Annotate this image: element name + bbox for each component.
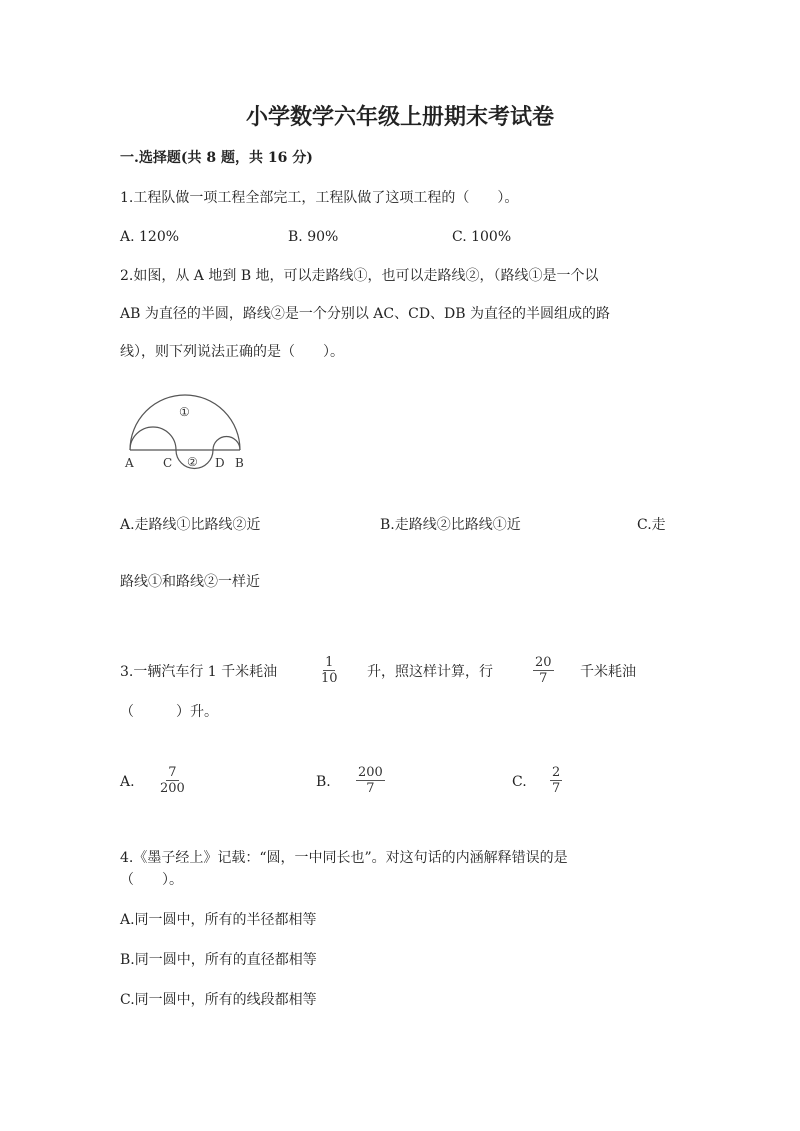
label-route-1: ①: [179, 405, 190, 419]
q2-option-a: A.走路线①比路线②近: [120, 517, 261, 533]
question-2-line2: AB 为直径的半圆，路线②是一个分别以 AC、CD、DB 为直径的半圆组成的路: [120, 306, 611, 322]
fraction-20-7: [533, 655, 554, 686]
label-c: C: [163, 456, 173, 470]
denominator: 10: [321, 671, 338, 686]
denominator: 200: [160, 781, 185, 796]
numerator: 7: [168, 765, 177, 780]
q3-option-a-label: A.: [120, 774, 135, 790]
question-3-part1: 3.一辆汽车行 1 千米耗油: [120, 664, 278, 680]
question-3-line2: （ ）升。: [120, 704, 218, 720]
numerator: 1: [325, 655, 334, 670]
label-a: A: [125, 456, 134, 470]
label-d: D: [215, 456, 225, 470]
numerator: 200: [358, 765, 383, 780]
section-heading: 一.选择题(共 8 题，共 16 分): [120, 150, 313, 166]
question-2-line3: 线），则下列说法正确的是（ ）。: [120, 344, 344, 360]
denominator: 7: [552, 781, 561, 796]
q3-option-b-fraction: [356, 765, 385, 796]
page-title: 小学数学六年级上册期末考试卷: [245, 104, 554, 130]
q2-option-c-cont: 路线①和路线②一样近: [120, 574, 260, 590]
route-diagram: [115, 385, 260, 475]
q1-option-a: A. 120%: [120, 229, 180, 245]
label-route-2: ②: [187, 455, 198, 469]
q3-option-a-fraction: [160, 765, 185, 796]
q2-option-c: C.走: [637, 517, 666, 533]
q3-option-b-label: B.: [316, 774, 331, 790]
question-3-part3: 千米耗油: [580, 664, 636, 680]
label-b: B: [235, 456, 244, 470]
q1-option-b: B. 90%: [288, 229, 339, 245]
question-4-line1: 4.《墨子经上》记载：“圆，一中同长也”。对这句话的内涵解释错误的是: [120, 850, 568, 866]
q1-option-c: C. 100%: [452, 229, 512, 245]
numerator: 2: [552, 765, 561, 780]
question-4-line2: （ ）。: [120, 872, 183, 888]
q3-option-c-fraction: [550, 765, 562, 796]
denominator: 7: [539, 671, 548, 686]
question-2-line1: 2.如图，从 A 地到 B 地，可以走路线①，也可以走路线②，（路线①是一个以: [120, 268, 599, 284]
question-1: 1.工程队做一项工程全部完工，工程队做了这项工程的（ ）。: [120, 190, 519, 206]
route-1-arc: [130, 395, 240, 450]
q3-option-c-label: C.: [512, 774, 527, 790]
fraction-1-10: [321, 655, 338, 686]
q2-option-b: B.走路线②比路线①近: [380, 517, 521, 533]
q4-option-a: A.同一圆中，所有的半径都相等: [120, 912, 317, 928]
denominator: 7: [366, 781, 375, 796]
q4-option-c: C.同一圆中，所有的线段都相等: [120, 992, 317, 1008]
q4-option-b: B.同一圆中，所有的直径都相等: [120, 952, 317, 968]
question-3-part2: 升，照这样计算，行: [367, 664, 493, 680]
numerator: 20: [535, 655, 552, 670]
